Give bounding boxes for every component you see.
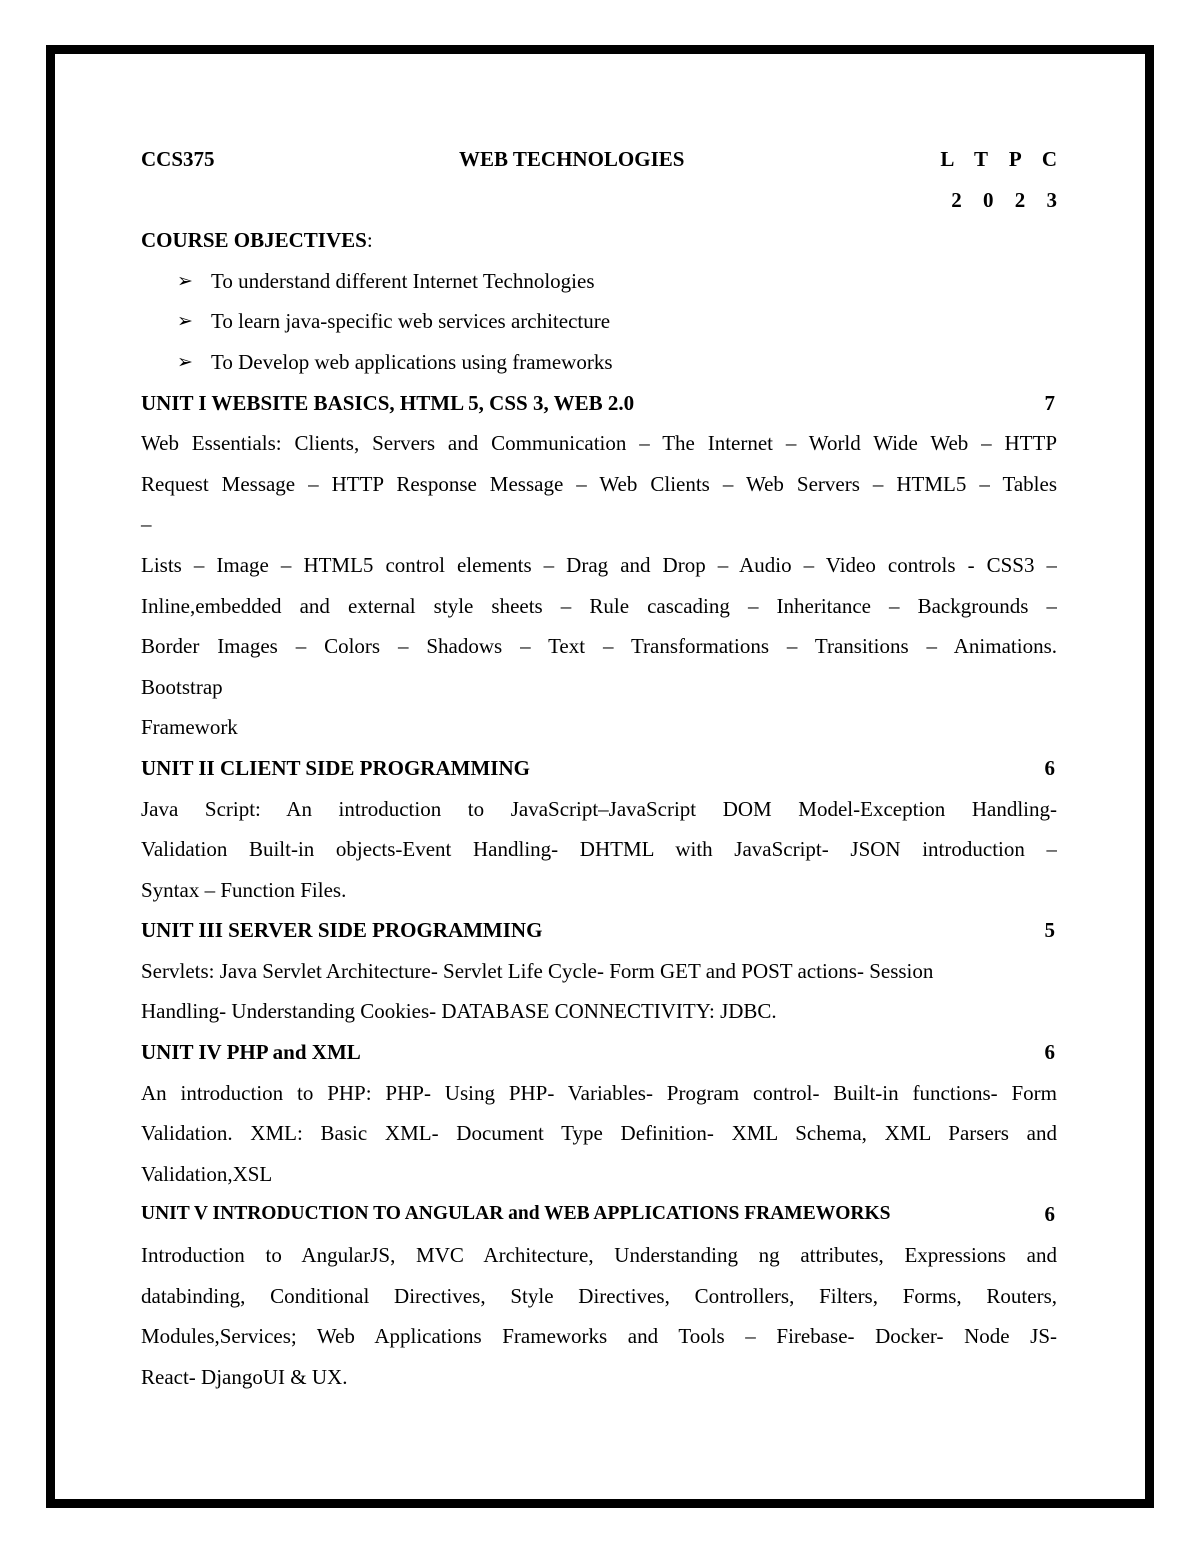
unit-title: UNIT IV PHP and XML: [141, 1040, 361, 1065]
unit-text-line: Lists – Image – HTML5 control elements – Drag and Drop – Audio – Video controls - CSS3 –: [141, 552, 1057, 577]
objective-item: [177, 301, 1057, 342]
arrow-bullet-icon: ➢: [177, 310, 193, 333]
unit-text-line: Framework: [141, 715, 238, 740]
unit-hours: 6: [1044, 755, 1055, 780]
unit-text-line: databinding, Conditional Directives, Style Directives, Controllers, Filters, Forms, Routers,: [141, 1283, 1057, 1308]
unit-text-line: Servlets: Java Servlet Architecture- Servlet Life Cycle- Form GET and POST actions- Session: [141, 958, 934, 983]
unit-text-line: Syntax – Function Files.: [141, 877, 347, 902]
arrow-bullet-icon: ➢: [177, 350, 193, 373]
unit-title: UNIT II CLIENT SIDE PROGRAMMING: [141, 755, 530, 780]
arrow-bullet-icon: ➢: [177, 269, 193, 292]
objectives-heading-colon: :: [366, 228, 373, 253]
unit-text-line: Web Essentials: Clients, Servers and Communication – The Internet – World Wide Web – HTTP: [141, 431, 1057, 456]
objectives-heading: [141, 220, 1057, 261]
unit-body: [141, 1073, 1057, 1195]
ltpc-values: 2 0 2 3: [951, 187, 1065, 212]
unit-text-line: Inline,embedded and external style sheets – Rule cascading – Inheritance – Backgrounds –: [141, 593, 1057, 618]
objectives-list: [141, 261, 1057, 383]
unit-heading: [141, 748, 1057, 789]
unit-text-line: Validation. XML: Basic XML- Document Type Definition- XML Schema, XML Parsers and: [141, 1121, 1057, 1146]
unit-text-line: Bootstrap: [141, 674, 223, 699]
unit-text-line: Request Message – HTTP Response Message – Web Clients – Web Servers – HTML5 – Tables: [141, 471, 1057, 496]
syllabus-content: [141, 139, 1065, 1397]
unit-body: [141, 951, 1057, 1032]
unit-text-line: React- DjangoUI & UX.: [141, 1364, 348, 1389]
unit-text-line: Handling- Understanding Cookies- DATABASE CONNECTIVITY: JDBC.: [141, 999, 777, 1024]
objective-item: [177, 261, 1057, 302]
unit-title: UNIT III SERVER SIDE PROGRAMMING: [141, 918, 543, 943]
unit-body: [141, 1235, 1057, 1397]
unit-text-line: Validation Built-in objects-Event Handling- DHTML with JavaScript- JSON introduction –: [141, 837, 1057, 862]
unit-heading: [141, 1194, 1057, 1235]
objective-text: To understand different Internet Technologies: [211, 268, 595, 293]
course-header: [141, 139, 1065, 180]
unit-text-line: Java Script: An introduction to JavaScript–JavaScript DOM Model-Exception Handling-: [141, 796, 1057, 821]
objective-item: [177, 342, 1057, 383]
unit-heading: [141, 1032, 1057, 1073]
objectives-heading-text: COURSE OBJECTIVES: [141, 228, 367, 253]
unit-title: UNIT I WEBSITE BASICS, HTML 5, CSS 3, WEB 2.0: [141, 390, 635, 415]
unit-hours: 6: [1044, 1040, 1055, 1065]
course-code: CCS375: [141, 147, 215, 171]
objective-text: To learn java-specific web services architecture: [211, 309, 611, 334]
unit-heading: [141, 910, 1057, 951]
unit-text-line: An introduction to PHP: PHP- Using PHP- Variables- Program control- Built-in functions- Form: [141, 1080, 1057, 1105]
ltpc-label: L T P C: [940, 147, 1065, 171]
unit-heading: [141, 383, 1057, 424]
unit-text-line: –: [141, 512, 152, 537]
unit-text-line: Introduction to AngularJS, MVC Architecture, Understanding ng attributes, Expressions and: [141, 1243, 1057, 1268]
unit-hours: 5: [1044, 918, 1055, 943]
course-title: WEB TECHNOLOGIES: [459, 147, 685, 171]
unit-text-line: Validation,XSL: [141, 1161, 273, 1186]
unit-title: UNIT V INTRODUCTION TO ANGULAR and WEB APPLICATIONS FRAMEWORKS: [141, 1203, 891, 1225]
unit-body: [141, 789, 1057, 911]
unit-text-line: Modules,Services; Web Applications Frameworks and Tools – Firebase- Docker- Node JS-: [141, 1324, 1057, 1349]
unit-body: [141, 423, 1057, 748]
unit-hours: 7: [1044, 390, 1055, 415]
objective-text: To Develop web applications using frameworks: [211, 349, 613, 374]
unit-text-line: Border Images – Colors – Shadows – Text – Transformations – Transitions – Animations.: [141, 634, 1057, 659]
unit-hours: 6: [1044, 1202, 1055, 1227]
